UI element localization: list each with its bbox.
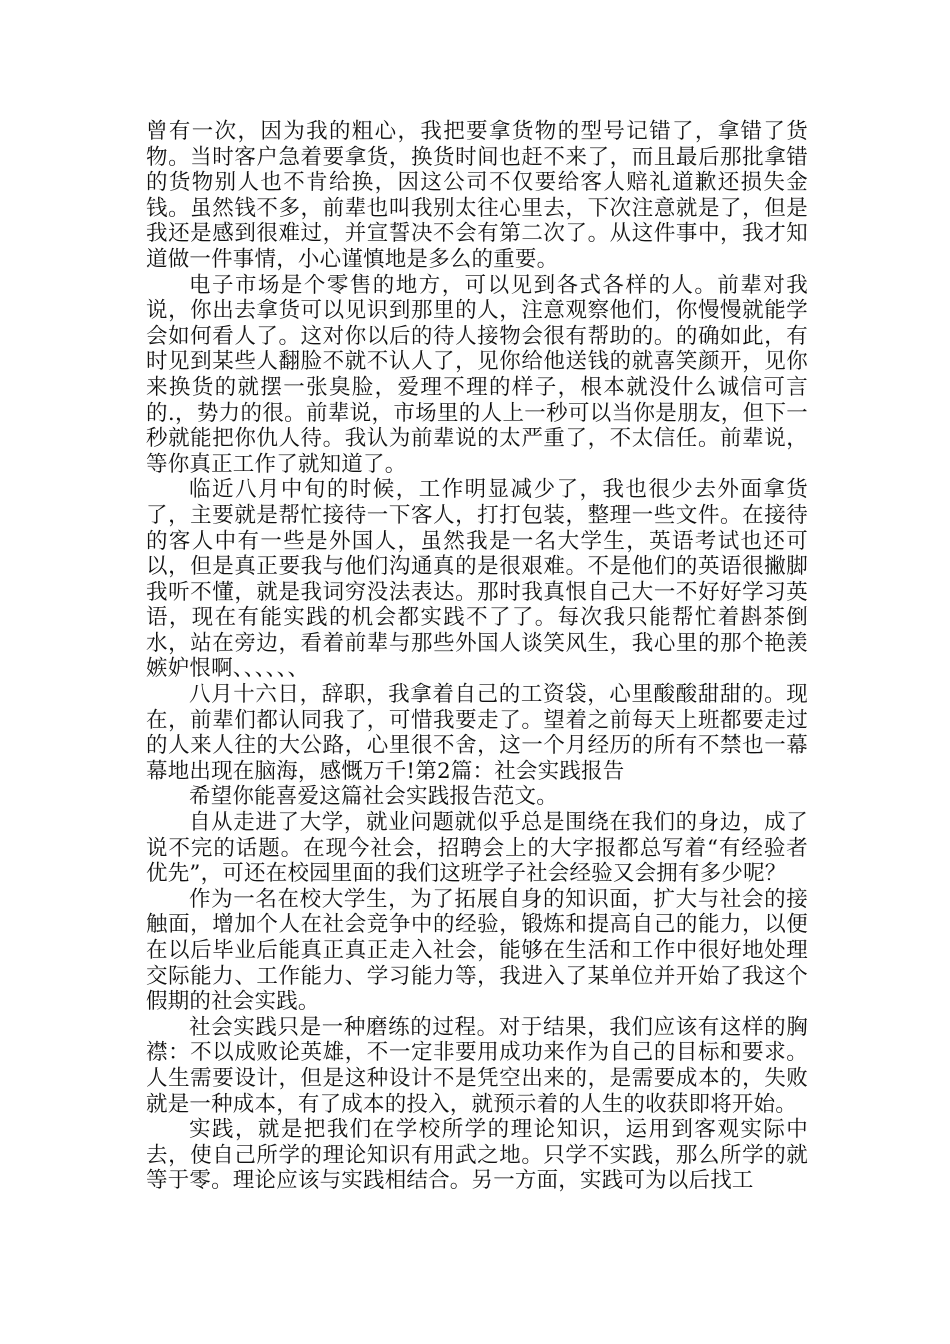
paragraph-as-a-student: 作为一名在校大学生，为了拓展自身的知识面，扩大与社会的接触面，增加个人在社会竞争中的经验，锻炼和提高自己的能力，以便在以后毕业后能真正真正走入社会，能够在生活和工作中很好地处理交际能力、工作能力、学习能力等，我进入了某单位并开始了我这个假期的社会实践。 bbox=[146, 886, 808, 1015]
paragraph-employment-issue: 自从走进了大学，就业问题就似乎总是围绕在我们的身边，成了说不完的话题。在现今社会，招聘会上的大字报都总写着“有经验者优先”，可还在校园里面的我们这班学子社会经验又会拥有多少呢？ bbox=[146, 810, 808, 887]
paragraph-practice-definition: 实践，就是把我们在学校所学的理论知识，运用到客观实际中去，使自己所学的理论知识有用武之地。只学不实践，那么所学的就等于零。理论应该与实践相结合。另一方面，实践可为以后找工 bbox=[146, 1117, 808, 1194]
paragraph-electronics-market: 电子市场是个零售的地方，可以见到各式各样的人。前辈对我说，你出去拿货可以见识到那里的人，注意观察他们，你慢慢就能学会如何看人了。这对你以后的待人接物会很有帮助的。的确如此，有时见到某些人翻脸不就不认人了，见你给他送钱的就喜笑颜开，见你来换货的就摆一张臭脸，爱理不理的样子，根本就没什么诚信可言的.，势力的很。前辈说，市场里的人上一秒可以当你是朋友，但下一秒就能把你仇人待。我认为前辈说的太严重了，不太信任。前辈说，等你真正工作了就知道了。 bbox=[146, 272, 808, 477]
paragraph-lost-goods-story: 曾有一次，因为我的粗心，我把要拿货物的型号记错了，拿错了货物。当时客户急着要拿货，换货时间也赶不来了，而且最后那批拿错的货物别人也不肯给换，因这公司不仅要给客人赔礼道歉还损失金钱。虽然钱不多，前辈也叫我别太往心里去，下次注意就是了，但是我还是感到很难过，并宣誓决不会有第二次了。从这件事中，我才知道做一件事情，小心谨慎地是多么的重要。 bbox=[146, 119, 808, 272]
paragraph-practice-is-tempering: 社会实践只是一种磨练的过程。对于结果，我们应该有这样的胸襟：不以成败论英雄，不一定非要用成功来作为自己的目标和要求。人生需要设计，但是这种设计不是凭空出来的，是需要成本的，失败就是一种成本，有了成本的投入，就预示着的人生的收获即将开始。 bbox=[146, 1014, 808, 1117]
document-page bbox=[146, 119, 808, 1194]
paragraph-resignation: 八月十六日，辞职，我拿着自己的工资袋，心里酸酸甜甜的。现在，前辈们都认同我了，可惜我要走了。望着之前每天上班都要走过的人来人往的大公路，心里很不舍，这一个月经历的所有不禁也一幕幕地出现在脑海，感慨万千!第2篇：社会实践报告 bbox=[146, 682, 808, 784]
paragraph-mid-august-foreign-clients: 临近八月中旬的时候，工作明显减少了，我也很少去外面拿货了，主要就是帮忙接待一下客人，打打包装，整理一些文件。在接待的客人中有一些是外国人，虽然我是一名大学生，英语考试也还可以，但是真正要我与他们沟通真的是很艰难。不是他们的英语很撇脚我听不懂，就是我词穷没法表达。那时我真恨自己大一不好好学习英语，现在有能实践的机会都实践不了了。每次我只能帮忙着斟茶倒水，站在旁边，看着前辈与那些外国人谈笑风生，我心里的那个艳羡嫉妒恨啊、、、、、、 bbox=[146, 477, 808, 682]
paragraph-hope-you-like: 希望你能喜爱这篇社会实践报告范文。 bbox=[189, 784, 558, 810]
